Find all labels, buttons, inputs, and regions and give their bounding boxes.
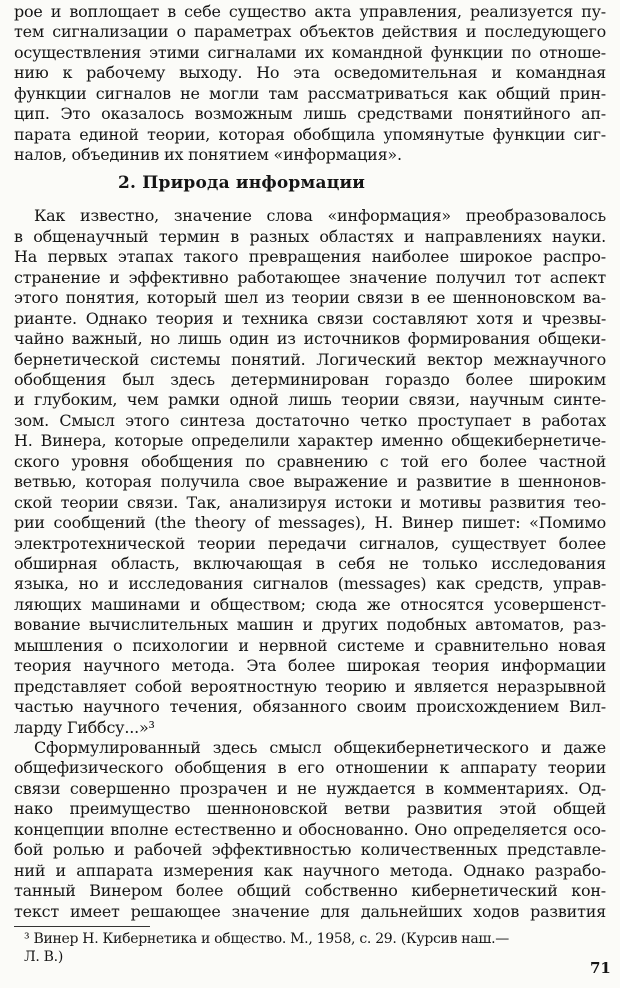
footnote-rule [14, 926, 150, 927]
text-line: и глубоким, чем рамки одной лишь теории связи, научным синте- [14, 390, 606, 410]
text-line: в общенаучный термин в разных областях и направлениях науки. [14, 226, 606, 246]
text-line: Н. Винера, которые определили характер именно общекибернетиче- [14, 431, 606, 451]
text-line: ской теории связи. Так, анализируя истоки и мотивы развития тео- [14, 492, 606, 512]
text-line: нако преимущество шенноновской ветви развития этой общей [14, 799, 606, 819]
text-line: На первых этапах такого превращения наиболее широкое распро- [14, 247, 606, 267]
text-line: ларду Гиббсу...»³ [14, 717, 155, 737]
text-line: танный Винером более общий собственно кибернетический кон- [14, 881, 606, 901]
text-line: ний и аппарата измерения как научного метода. Однако разрабо- [14, 860, 606, 880]
text-line: рианте. Однако теория и техника связи составляют хотя и чрезвы- [14, 308, 606, 328]
footnote-line: ³ Винер Н. Кибернетика и общество. М., 1958, с. 29. (Курсив наш.— [24, 931, 509, 947]
text-line: Как известно, значение слова «информация» преобразовалось [34, 206, 606, 226]
text-line: языка, но и исследования сигналов (messages) как средств, управ- [14, 574, 606, 594]
text-line: текст имеет решающее значение для дальнейших ходов развития [14, 901, 606, 921]
text-line: цип. Это оказалось возможным лишь средствами понятийного ап- [14, 104, 606, 124]
text-line: ветвью, которая получила свое выражение и развитие в шеннонов- [14, 472, 606, 492]
text-line: бернетической системы понятий. Логический вектор межнаучного [14, 349, 606, 369]
text-line: парата единой теории, которая обобщила упомянутые функции сиг- [14, 124, 606, 144]
text-line: чайно важный, но лишь один из источников формирования общеки- [14, 329, 606, 349]
text-line: зом. Смысл этого синтеза достаточно четко проступает в работах [14, 410, 606, 430]
text-line: странение и эффективно работающее значение получил тот аспект [14, 267, 606, 287]
text-line: теория научного метода. Эта более широкая теория информации [14, 656, 606, 676]
text-line: мышления о психологии и нервной системе и сравнительно новая [14, 635, 606, 655]
text-line: рое и воплощает в себе существо акта управления, реализуется пу- [14, 2, 606, 21]
text-line: нию к рабочему выходу. Но эта осведомительная и командная [14, 63, 606, 83]
text-line: концепции вполне естественно и обоснованно. Оно определяется осо- [14, 819, 606, 839]
text-line: электротехнической теории передачи сигналов, существует более [14, 533, 606, 553]
footnote-line: Л. В.) [24, 949, 63, 965]
text-line: обобщения был здесь детерминирован гораздо более широким [14, 370, 606, 389]
text-line: этого понятия, который шел из теории связи в ее шенноновском ва- [14, 288, 606, 308]
page-number: 71 [590, 959, 611, 977]
text-line: функции сигналов не могли там рассматриваться как общий прин- [14, 83, 606, 103]
text-line: Сформулированный здесь смысл общекибернетического и даже [34, 738, 606, 757]
text-line: тем сигнализации о параметрах объектов действия и последующего [14, 22, 606, 42]
text-line: бой ролью и рабочей эффективностью количественных представле- [14, 840, 606, 860]
text-line: обширная область, включающая в себя не только исследования [14, 554, 606, 573]
text-line: представляет собой вероятностную теорию и является неразрывной [14, 676, 606, 696]
text-line: рии сообщений (the theory of messages), Н. Винер пишет: «Помимо [14, 513, 606, 533]
section-heading: 2. Природа информации [118, 172, 366, 193]
text-line: связи совершенно прозрачен и не нуждается в комментариях. Од- [14, 778, 606, 798]
text-line: общефизического обобщения в его отношении к аппарату теории [14, 758, 606, 778]
text-line: ского уровня обобщения по сравнению с той его более частной [14, 451, 606, 471]
text-line: осуществления этими сигналами их командной функции по отноше- [14, 42, 606, 62]
text-line: налов, объединив их понятием «информация». [14, 145, 402, 165]
text-line: вование вычислительных машин и других подобных автоматов, раз- [14, 615, 606, 635]
text-line: частью научного течения, обязанного своим происхождением Вил- [14, 697, 606, 717]
text-line: ляющих машинами и обществом; сюда же относятся усовершенст- [14, 594, 606, 614]
